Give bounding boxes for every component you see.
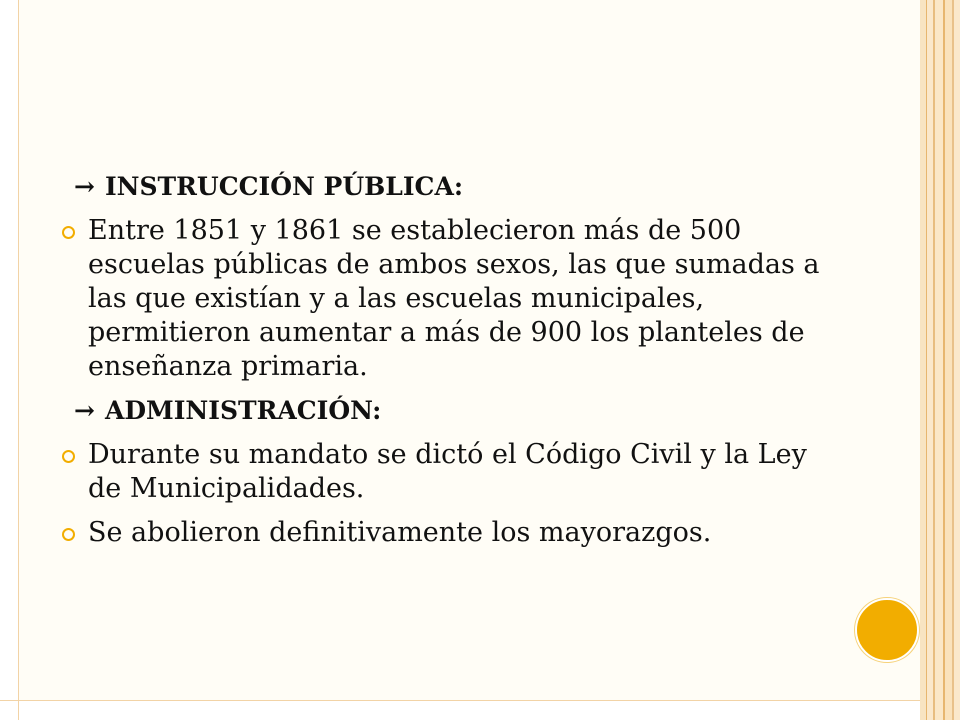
- slide-body: [62, 170, 842, 560]
- bullet-item: [62, 438, 842, 506]
- right-arrow-icon: →: [74, 172, 95, 201]
- bullet-item: [62, 214, 842, 384]
- bullet-circle-icon: [62, 450, 75, 463]
- decorative-stripes: [920, 0, 960, 720]
- bullet-text: Entre 1851 y 1861 se establecieron más de 500 escuelas públicas de ambos sexos, las que sumadas a las que existían y a las escuelas municipales, permitieron aumentar a más de 900 los planteles de enseñanza primaria.: [88, 215, 820, 382]
- stripe: [954, 0, 960, 720]
- bottom-border-line: [0, 700, 925, 701]
- stripe: [935, 0, 943, 720]
- bullet-circle-icon: [62, 528, 75, 541]
- section-heading-administracion: [74, 394, 842, 428]
- section-heading-text: INSTRUCCIÓN PÚBLICA:: [104, 172, 464, 201]
- stripe: [945, 0, 952, 720]
- section-heading-instruccion: [74, 170, 842, 204]
- decorative-circle: [855, 598, 919, 662]
- section-heading-text: ADMINISTRACIÓN:: [104, 396, 382, 425]
- bullet-text: Se abolieron definitivamente los mayorazgos.: [88, 517, 712, 548]
- bullet-circle-icon: [62, 226, 75, 239]
- bullet-text: Durante su mandato se dictó el Código Civil y la Ley de Municipalidades.: [88, 439, 807, 504]
- bullet-item: [62, 516, 842, 550]
- left-border-line: [18, 0, 19, 720]
- right-arrow-icon: →: [74, 396, 95, 425]
